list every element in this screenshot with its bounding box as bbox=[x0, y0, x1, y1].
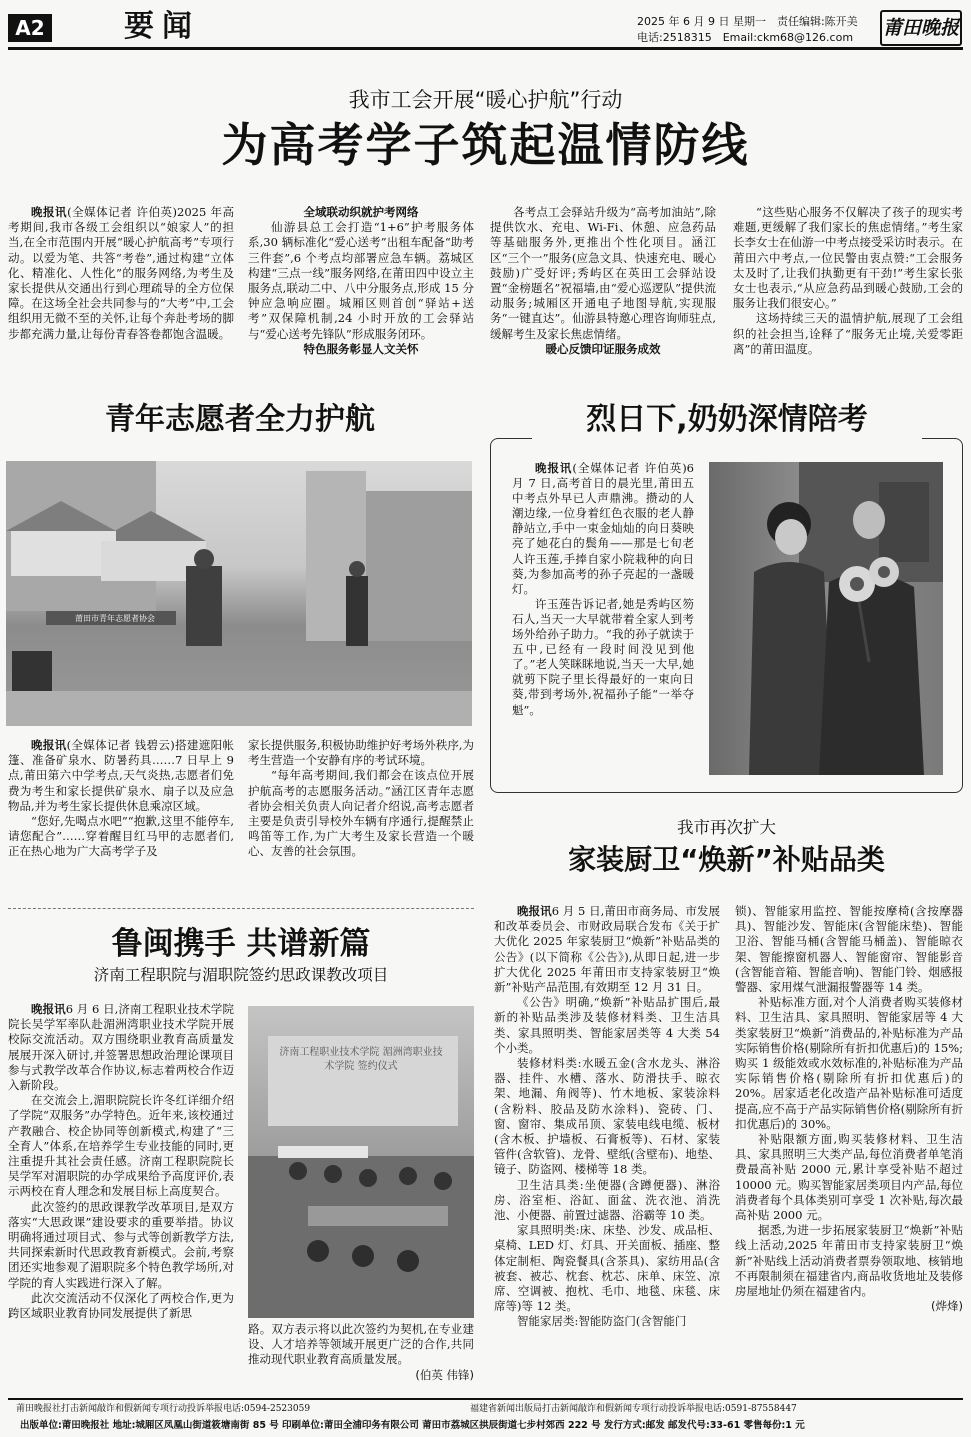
grandma-paragraph: 许玉莲告诉记者,她是秀屿区笏石人,当天一大早就带着全家人到考场外给孙子助力。“我的孙子就读于五中,已经有一段时间没见到他了。”老人笑眯眯地说,当天一大早,她就剪下院子里长得最好的一束向日葵,带到考场外,祝福孙子能“一举夺魁”。 bbox=[512, 596, 694, 717]
grandma-photo bbox=[709, 462, 943, 775]
header-rule bbox=[8, 47, 963, 50]
grandma-dateline-tag: 晚报讯 bbox=[535, 461, 573, 475]
lead-subhead: 特色服务彰显人文关怀 bbox=[303, 341, 419, 356]
kitchen-paragraph: 装修材料类:水暖五金(含水龙头、淋浴器、挂件、水槽、落水、防滑扶手、晾衣架、地漏、角阀等)、竹木地板、家装涂料(含粉料、胶品及防水涂料)、瓷砖、门、窗、窗帘、集成吊顶、家装电线电缆、板材(含木板、护墙板、石膏板等)、石材、家装管件(含软管)、龙骨、壁纸(含壁布)、地垫、镜子、防盗网、楼梯等 18 类。 bbox=[494, 1056, 720, 1177]
issue-contact: 电话:2518315 Email:ckm68@126.com bbox=[637, 31, 854, 44]
edu-column-2-tail bbox=[248, 1322, 474, 1388]
lead-kicker: 我市工会开展“暖心护航”行动 bbox=[348, 88, 623, 112]
lead-subhead: 全域联动织就护考网络 bbox=[303, 205, 419, 219]
kitchen-paragraph: 补贴标准方面,对个人消费者购买装修材料、卫生洁具、家具照明、智能家居等 4 大类家装厨卫“焕新”消费品的,补贴标准为产品实际销售价格(剔除所有折扣优惠后)的 15%;购买 1 级能效或水效标准的,补贴标准为产品实际销售价格(剔除所有折扣优惠后)的 20%。居家适老化改造产品补贴标准可适度提高,应不高于产品实际销售价格(剔除所有折扣优惠后)的 30%。 bbox=[735, 995, 963, 1131]
lead-column-2 bbox=[248, 205, 474, 375]
lead-column-3 bbox=[490, 205, 716, 375]
edu-photo-banner: 济南工程职业技术学院 湄洲湾职业技术学院 签约仪式 bbox=[279, 1047, 443, 1072]
kitchen-dateline-tag: 晚报讯 bbox=[517, 904, 552, 918]
kitchen-paragraph: 6 月 5 日,莆田市商务局、市发展和改革委员会、市财政局联合发布《关于扩大优化 2025 年家装厨卫“焕新”补贴品类的公告》(以下简称《公告》),从即日起,进一步扩大优化 2025 年莆田市支持家装厨卫“焕新”补贴产品范围,有效期至 12 月 31 日。 bbox=[494, 904, 720, 995]
issue-date-editor: 2025 年 6 月 9 日 星期一 责任编辑:陈开美 bbox=[637, 15, 858, 28]
lead-subhead: 暖心反馈印证服务成效 bbox=[545, 341, 661, 356]
edu-paragraph: 路。双方表示将以此次签约为契机,在专业建设、人才培养等领域开展更广泛的合作,共同推动现代职业教育高质量发展。 bbox=[248, 1322, 474, 1367]
kitchen-paragraph: 据悉,为进一步拓展家装厨卫“焕新”补贴线上活动,2025 年莆田市支持家装厨卫“焕新”补贴线上活动消费者票券领取地、核销地不再限制须在福建省内,商品收货地址及装修房屋地址仍须在福建省内。 bbox=[735, 1223, 963, 1299]
edu-credit: (伯英 伟锋) bbox=[415, 1367, 474, 1382]
edu-dateline-tag: 晚报讯 bbox=[31, 1002, 66, 1016]
grandma-text bbox=[512, 461, 694, 781]
volunteer-photo-scene bbox=[6, 461, 472, 726]
volunteer-paragraph: (全媒体记者 钱碧云)搭建遮阳帐篷、准备矿泉水、防暑药具……7 日早上 9 点,莆田第六中学考点,天气炎热,志愿者们免费为考生和家长提供矿泉水、扇子以及应急物品,并为考生家长提供休息乘凉区域。 bbox=[8, 738, 234, 813]
footer-publisher-info: 出版单位:莆田晚报社 地址:城厢区凤凰山街道筱塘南街 85 号 印刷单位:莆田全浦印务有限公司 莆田市荔城区拱辰街道七步村郊西 222 号 发行方式:邮发 邮发代号:33-61 零售每份:1 元 bbox=[20, 1420, 805, 1431]
kitchen-paragraph: 《公告》明确,“焕新”补贴品扩围后,最新的补贴品类涉及装修材料类、卫生洁具类、家具照明类、智能家居类等 4 大类 54 个小类。 bbox=[494, 995, 720, 1055]
edu-paragraph: 在交流会上,湄职院院长许冬红详细介绍了学院“双服务”办学特色。近年来,该校通过产教融合、校企协同等创新模式,构建了“三全育人”体系,在培养学生专业技能的同时,更注重提升其社会责任感。济南工程职院院长吴学军对湄职院的办学成果给予高度评价,表示两校在育人理念和发展目标上高度契合。 bbox=[8, 1093, 234, 1199]
volunteer-column-2 bbox=[248, 738, 474, 888]
masthead-logo: 莆田晚报 bbox=[880, 10, 962, 46]
volunteer-headline: 青年志愿者全力护航 bbox=[105, 402, 375, 437]
kitchen-column-1 bbox=[494, 904, 720, 1390]
section-divider bbox=[8, 908, 474, 909]
kitchen-paragraph: 补贴限额方面,购买装修材料、卫生洁具、家具照明三大类产品,每位消费者单笔消费最高补贴 2000 元,累计享受补贴不超过 10000 元。购买智能家居类项目内产品,每位消费者每个具体类别可享受 1 次补贴,每次最高补贴 2000 元。 bbox=[735, 1132, 963, 1223]
volunteer-column-1 bbox=[8, 738, 234, 888]
footer-hotline-left: 莆田晚报社打击新闻敲诈和假新闻专项行动投诉举报电话:0594-2523059 bbox=[16, 1404, 311, 1414]
footer-rule bbox=[8, 1398, 963, 1400]
volunteer-dateline-tag: 晚报讯 bbox=[31, 738, 67, 752]
lead-column-4 bbox=[733, 205, 963, 375]
volunteer-photo bbox=[6, 461, 472, 726]
kitchen-column-2 bbox=[735, 904, 963, 1390]
lead-headline: 为高考学子筑起温情防线 bbox=[221, 118, 750, 172]
edu-column-1 bbox=[8, 1002, 234, 1387]
grandma-paragraph: (全媒体记者 许伯英)6 月 7 日,高考首日的晨光里,莆田五中考点外早已人声鼎沸。攒动的人潮边缘,一位身着红色衣服的老人静静站立,手中一束金灿灿的向日葵映亮了她花白的鬓角——那是七旬老人许玉莲,手捧自家小院栽种的向日葵,为参加高考的孙子亮起的一盏暖灯。 bbox=[512, 461, 694, 596]
section-title: 要闻 bbox=[124, 9, 200, 44]
kitchen-credit: (烨烽) bbox=[931, 1299, 963, 1314]
volunteer-paragraph: “您好,先喝点水吧”“抱歉,这里不能停车,请您配合”……穿着醒目红马甲的志愿者们,正在热心地为广大高考学子及 bbox=[8, 814, 234, 859]
lead-column-1 bbox=[8, 205, 234, 375]
page-number-badge: A2 bbox=[8, 14, 52, 42]
edu-headline: 鲁闽携手 共谱新篇 bbox=[111, 926, 371, 962]
kitchen-headline: 家装厨卫“焕新”补贴品类 bbox=[568, 843, 885, 876]
lead-paragraph: (全媒体记者 许伯英)2025 年高考期间,我市各级工会组织以“娘家人”的担当,在全市范围内开展“暖心护航高考”专项行动。以爱为笔、共答“考卷”,通过构建“立体化、精准化、人性化”的服务网络,为考生及家长提供从交通出行到心理疏导的全方位保障。在这场全社会共同参与的“大考”中,工会组织用无微不至的关怀,让每个奔赴考场的脚步都充满力量,让每份青春答卷都饱含温暖。 bbox=[8, 205, 234, 341]
edu-paragraph: 此次签约的思政课教学改革项目,是双方落实“大思政课”建设要求的重要举措。协议明确将通过项目式、参与式等创新教学方法,共同探索新时代思政教育新模式。会前,考察团还实地参观了湄职院多个特色教学场所,对学院的育人实践进行深入了解。 bbox=[8, 1199, 234, 1290]
lead-dateline-tag: 晚报讯 bbox=[31, 205, 68, 219]
grandma-headline: 烈日下,奶奶深情陪考 bbox=[532, 398, 922, 442]
kitchen-paragraph: 卫生洁具类:坐便器(含蹲便器)、淋浴房、浴室柜、浴缸、面盆、洗衣池、消洗池、小便器、前置过滤器、浴霸等 10 类。 bbox=[494, 1177, 720, 1223]
kitchen-paragraph: 智能家居类:智能防盗门(含智能门 bbox=[517, 1314, 687, 1329]
volunteer-paragraph: 家长提供服务,积极协助维护好考场外秩序,为考生营造一个安静有序的考试环境。 bbox=[248, 738, 474, 768]
lead-paragraph: “这些贴心服务不仅解决了孩子的现实考难题,更缓解了我们家长的焦虑情绪。”考生家长李女士在仙游一中考点接受采访时表示。在莆田六中考点,一位民警由衷点赞:“工会服务太及时了,让我们执勤更有干劲!”考生家长张女士也表示,“从应急药品到暖心鼓励,工会的服务让我们很安心。” bbox=[733, 205, 963, 311]
kitchen-paragraph: 家具照明类:床、床垫、沙发、成品柜、桌椅、LED 灯、灯具、开关面板、插座、整体定制柜、陶瓷餐具(含茶具)、家纺用品(含被套、被芯、枕套、枕芯、床单、床笠、凉席、空调被、抱枕、毛巾、地毯、床毯、床席等)等 12 类。 bbox=[494, 1223, 720, 1314]
grandma-photo-scene bbox=[709, 462, 943, 775]
kitchen-paragraph: 锁)、智能家用监控、智能按摩椅(含按摩器具)、智能沙发、智能床(含智能床垫)、智能卫浴、智能马桶(含智能马桶盖)、智能晾衣架、智能擦窗机器人、智能窗帘、智能影音(含智能音箱、智能音响)、智能门铃、烟感报警器、家用煤气泄漏报警器等 14 类。 bbox=[735, 904, 963, 995]
edu-photo bbox=[248, 1006, 474, 1318]
kitchen-kicker: 我市再次扩大 bbox=[677, 818, 776, 837]
edu-paragraph: 6 月 6 日,济南工程职业技术学院院长吴学军率队赴湄洲湾职业技术学院开展校际交流活动。双方围绕职业教育高质量发展展开深入研讨,并签署思想政治理论课项目参与式教学改革合作协议,标志着两校合作迈入新阶段。 bbox=[8, 1002, 234, 1093]
lead-paragraph: 仙游县总工会打造“1+6”护考服务体系,30 辆标准化“爱心送考”出租车配备“助考三件套”,6 个考点均部署应急车辆。荔城区构建“三点一线”服务网络,在莆田四中设立主服务点,联动二中、八中分服务点,形成 15 分钟应急响应圈。城厢区则首创“驿站+送考”双保障机制,24 小时开放的工会驿站与“爱心送考先锋队”形成服务闭环。 bbox=[248, 220, 474, 341]
volunteer-paragraph: “每年高考期间,我们都会在该点位开展护航高考的志愿服务活动。”涵江区青年志愿者协会相关负责人向记者介绍说,高考志愿者主要是负责引导校外车辆有序通行,提醒禁止鸣笛等工作,为广大考生及家长营造一个暖心、友善的社会氛围。 bbox=[248, 768, 474, 859]
lead-paragraph: 这场持续三天的温情护航,展现了工会组织的社会担当,诠释了“服务无止境,关爱零距离”的莆田温度。 bbox=[733, 311, 963, 356]
edu-paragraph: 此次交流活动不仅深化了两校合作,更为跨区域职业教育协同发展提供了新思 bbox=[8, 1290, 234, 1321]
lead-paragraph: 各考点工会驿站升级为“高考加油站”,除提供饮水、充电、Wi-Fi、休憩、应急药品等基础服务外,更推出个性化项目。涵江区“三个一”服务(应急文具、快速充电、暖心鼓励)广受好评;秀屿区在英田工会驿站设置“金榜题名”祝福墙,由“爱心巡逻队”提供流动服务;城厢区开通电子地图导航,实现服务“一键直达”。仙游县特邀心理咨询师驻点,缓解考生及家长焦虑情绪。 bbox=[490, 205, 716, 341]
volunteer-tent-banner: 莆田市青年志愿者协会 bbox=[75, 614, 155, 623]
footer-hotline-right: 福建省新闻出版局打击新闻敲诈和假新闻专项行动投诉举报电话:0591-87558447 bbox=[470, 1404, 797, 1414]
edu-subhead: 济南工程职院与湄职院签约思政课教改项目 bbox=[93, 966, 389, 984]
